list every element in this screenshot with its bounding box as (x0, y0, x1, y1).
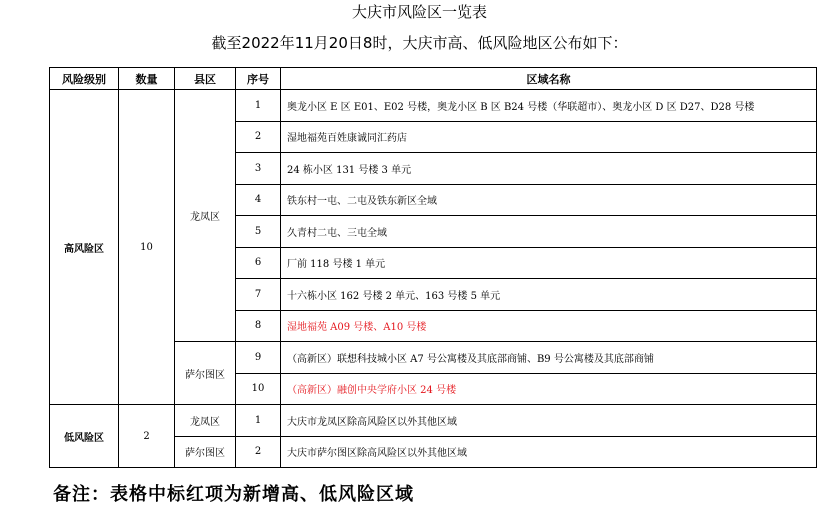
area-cell-new: 湿地福苑 A09 号楼、A10 号楼 (281, 310, 817, 342)
area-cell: 湿地福苑百姓康诚同汇药店 (281, 121, 817, 153)
table-header-row (50, 68, 817, 90)
header-seq: 序号 (236, 68, 281, 90)
seq-cell: 3 (236, 153, 281, 185)
seq-cell: 1 (236, 405, 281, 437)
seq-cell: 1 (236, 90, 281, 122)
area-cell: 十六栋小区 162 号楼 2 单元、163 号楼 5 单元 (281, 279, 817, 311)
page-title: 大庆市风险区一览表 (351, 3, 487, 21)
seq-cell: 6 (236, 247, 281, 279)
seq-cell: 4 (236, 184, 281, 216)
area-cell: 铁东村一屯、二屯及铁东新区全域 (281, 184, 817, 216)
header-risk-level: 风险级别 (50, 68, 119, 90)
low-county-cell: 萨尔图区 (175, 436, 236, 468)
seq-cell: 2 (236, 121, 281, 153)
high-risk-count: 10 (119, 90, 175, 405)
header-count: 数量 (119, 68, 175, 90)
high-county-longfeng: 龙凤区 (175, 90, 236, 342)
seq-cell: 9 (236, 342, 281, 374)
area-cell: 厂前 118 号楼 1 单元 (281, 247, 817, 279)
footnote: 备注：表格中标红项为新增高、低风险区域 (53, 484, 414, 505)
low-risk-level: 低风险区 (50, 405, 119, 468)
high-county-saertu: 萨尔图区 (175, 342, 236, 405)
page-subtitle: 截至2022年11月20日8时，大庆市高、低风险地区公布如下： (211, 34, 628, 52)
area-cell: （高新区）联想科技城小区 A7 号公寓楼及其底部商铺、B9 号公寓楼及其底部商铺 (281, 342, 817, 374)
risk-area-table (49, 67, 817, 468)
high-risk-level: 高风险区 (50, 90, 119, 405)
seq-cell: 7 (236, 279, 281, 311)
seq-cell: 5 (236, 216, 281, 248)
area-cell: 大庆市龙凤区除高风险区以外其他区域 (281, 405, 817, 437)
table-row (50, 405, 817, 437)
area-cell: 24 栋小区 131 号楼 3 单元 (281, 153, 817, 185)
area-cell: 奥龙小区 E 区 E01、E02 号楼，奥龙小区 B 区 B24 号楼（华联超市）、奥龙小区 D 区 D27、D28 号楼 (281, 90, 817, 122)
seq-cell: 10 (236, 373, 281, 405)
area-cell: 大庆市萨尔图区除高风险区以外其他区域 (281, 436, 817, 468)
seq-cell: 2 (236, 436, 281, 468)
table-row (50, 90, 817, 122)
header-area: 区域名称 (281, 68, 817, 90)
area-cell: 久青村二屯、三屯全域 (281, 216, 817, 248)
low-county-cell: 龙凤区 (175, 405, 236, 437)
header-county: 县区 (175, 68, 236, 90)
area-cell-new: （高新区）融创中央学府小区 24 号楼 (281, 373, 817, 405)
seq-cell: 8 (236, 310, 281, 342)
low-risk-count: 2 (119, 405, 175, 468)
